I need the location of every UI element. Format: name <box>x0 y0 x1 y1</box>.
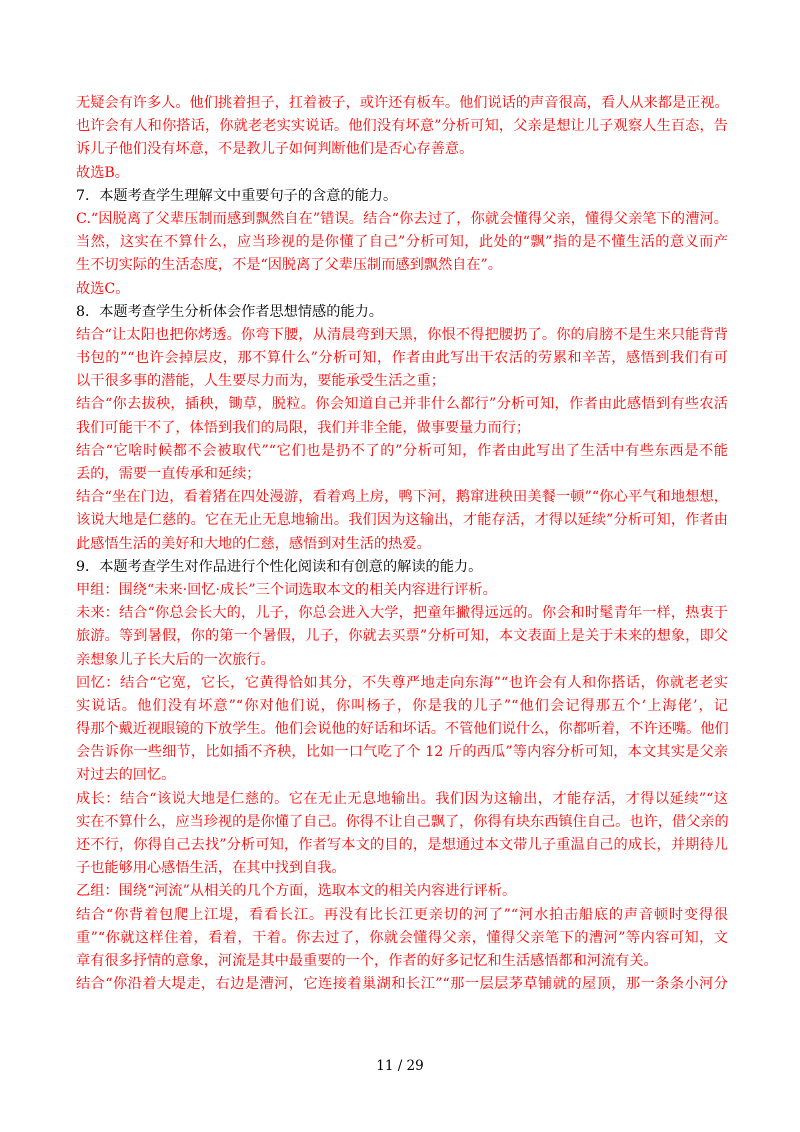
text-line: 故选B。 <box>76 164 129 181</box>
text-line: 回忆：结合“它宽，它长，它黄得恰如其分，不失尊严地走向东海”“也许会有人和你搭话，你就老老实 <box>76 674 728 691</box>
text-line: 对过去的回忆。 <box>76 767 176 784</box>
text-line: 还不行，你得自己去找”分析可知，作者写本文的目的，是想通过本文带儿子重温自己的成长，并期待儿 <box>76 837 728 853</box>
text-line: 实说话。他们没有坏意”“你对他们说，你叫杨子，你是我的儿子”“他们会记得那五个‘上海佬’，记 <box>76 697 728 714</box>
page-number: 11 / 29 <box>376 1058 424 1074</box>
text-line: C.“因脱离了父辈压制而感到飘然自在”错误。结合“你去过了，你就会懂得父亲，懂得父亲笔下的漕河。 <box>76 210 728 227</box>
text-line: 也许会有人和你搭话，你就老老实实说话。他们没有坏意”分析可知，父亲是想让儿子观察人生百态，告 <box>76 118 728 135</box>
text-line: 得那个戴近视眼镜的下放学生。他们会说他的好话和坏话。不管他们说什么，你都听着，不许还嘴。他们 <box>76 721 729 738</box>
document-body <box>76 92 728 996</box>
text-line: 当然，这实在不算什么，应当珍视的是你懂了自己”分析可知，此处的“飘”指的是不懂生活的意义而产 <box>76 234 728 251</box>
text-line: 9．本题考查学生对作品进行个性化阅读和有创意的解读的能力。 <box>76 558 483 575</box>
text-line: 子也能够用心感悟生活，在其中找到自我。 <box>76 860 346 877</box>
text-line: 该说大地是仁慈的。它在无止无息地输出。我们因为这输出，才能存活，才得以延续”分析可知，作者由 <box>76 512 728 529</box>
text-line: 结合“坐在门边，看着猪在四处漫游，看着鸡上房，鸭下河，鹅窜进秧田美餐一顿”“你心平气和地想想， <box>76 489 728 506</box>
text-line: 书包的”“也许会掉层皮，那不算什么”分析可知，作者由此写出干农活的劳累和辛苦，感悟到我们有可 <box>76 350 728 367</box>
text-line: 7．本题考查学生理解文中重要句子的含意的能力。 <box>76 187 398 204</box>
text-line: 此感悟生活的美好和大地的仁慈，感悟到对生活的热爱。 <box>76 535 431 552</box>
text-line: 结合“你去拔秧，插秧，锄草，脱粒。你会知道自己并非什么都行”分析可知，作者由此感悟到有些农活 <box>76 396 728 413</box>
text-line: 丢的，需要一直传承和延续； <box>76 466 261 482</box>
text-line: 乙组：围绕“河流”从相关的几个方面，选取本文的相关内容进行评析。 <box>76 883 517 900</box>
text-line: 结合“让太阳也把你烤透。你弯下腰，从清晨弯到天黑，你恨不得把腰扔了。你的肩膀不是生来只能背背 <box>76 326 728 343</box>
text-line: 旅游。等到暑假，你的第一个暑假，儿子，你就去买票”分析可知，本文表面上是关于未来的想象，即父 <box>76 628 728 645</box>
text-line: 结合“你背着包爬上江堤，看看长江。再没有比长江更亲切的河了”“河水拍击船底的声音顿时变得很 <box>76 906 728 923</box>
text-line: 结合“你沿着大堤走，右边是漕河，它连接着巢湖和长江”“那一层层茅草铺就的屋顶，那一条条小河分 <box>76 976 728 993</box>
text-line: 亲想象儿子长大后的一次旅行。 <box>76 651 275 668</box>
text-line: 以干很多事的潜能，人生要尽力而为，要能承受生活之重； <box>76 373 445 390</box>
text-line: 结合“它啥时候都不会被取代”“它们也是扔不了的”分析可知，作者由此写出了生活中有些东西是不能 <box>76 442 728 459</box>
text-line: 章有很多抒情的意象，河流是其中最重要的一个，作者的好多记忆和生活感悟都和河流有关。 <box>76 952 658 969</box>
text-line: 故选C。 <box>76 280 130 297</box>
text-line: 生不切实际的生活态度，不是“因脱离了父辈压制而感到飘然自在”。 <box>76 257 502 274</box>
text-line: 8．本题考查学生分析体会作者思想情感的能力。 <box>76 303 383 320</box>
text-line: 重”“你就这样住着，看着，干着。你去过了，你就会懂得父亲，懂得父亲笔下的漕河”等内容可知，文 <box>76 929 728 946</box>
text-line: 诉儿子他们没有坏意，不是教儿子如何判断他们是否心存善意。 <box>76 141 474 158</box>
text-line: 甲组：围绕“未来·回忆·成长”三个词选取本文的相关内容进行评析。 <box>76 581 497 598</box>
text-line: 成长：结合“该说大地是仁慈的。它在无止无息地输出。我们因为这输出，才能存活，才得以延续”“这 <box>76 790 728 807</box>
text-line: 未来：结合“你总会长大的，儿子，你总会进入大学，把童年撇得远远的。你会和时髦青年一样，热衷于 <box>76 605 728 622</box>
text-line: 会告诉你一些细节，比如插不齐秧，比如一口气吃了个 12 斤的西瓜”等内容分析可知，本文其实是父亲 <box>76 744 728 761</box>
text-line: 无疑会有许多人。他们挑着担子，扛着被子，或许还有板车。他们说话的声音很高，看人从来都是正视。 <box>76 95 729 111</box>
text-line: 我们可能干不了，体悟到我们的局限，我们并非全能，做事要量力而行； <box>76 419 531 436</box>
text-line: 实在不算什么，应当珍视的是你懂了自己。你得不让自己飘了，你得有块东西镇住自己。也许，借父亲的 <box>76 813 729 830</box>
